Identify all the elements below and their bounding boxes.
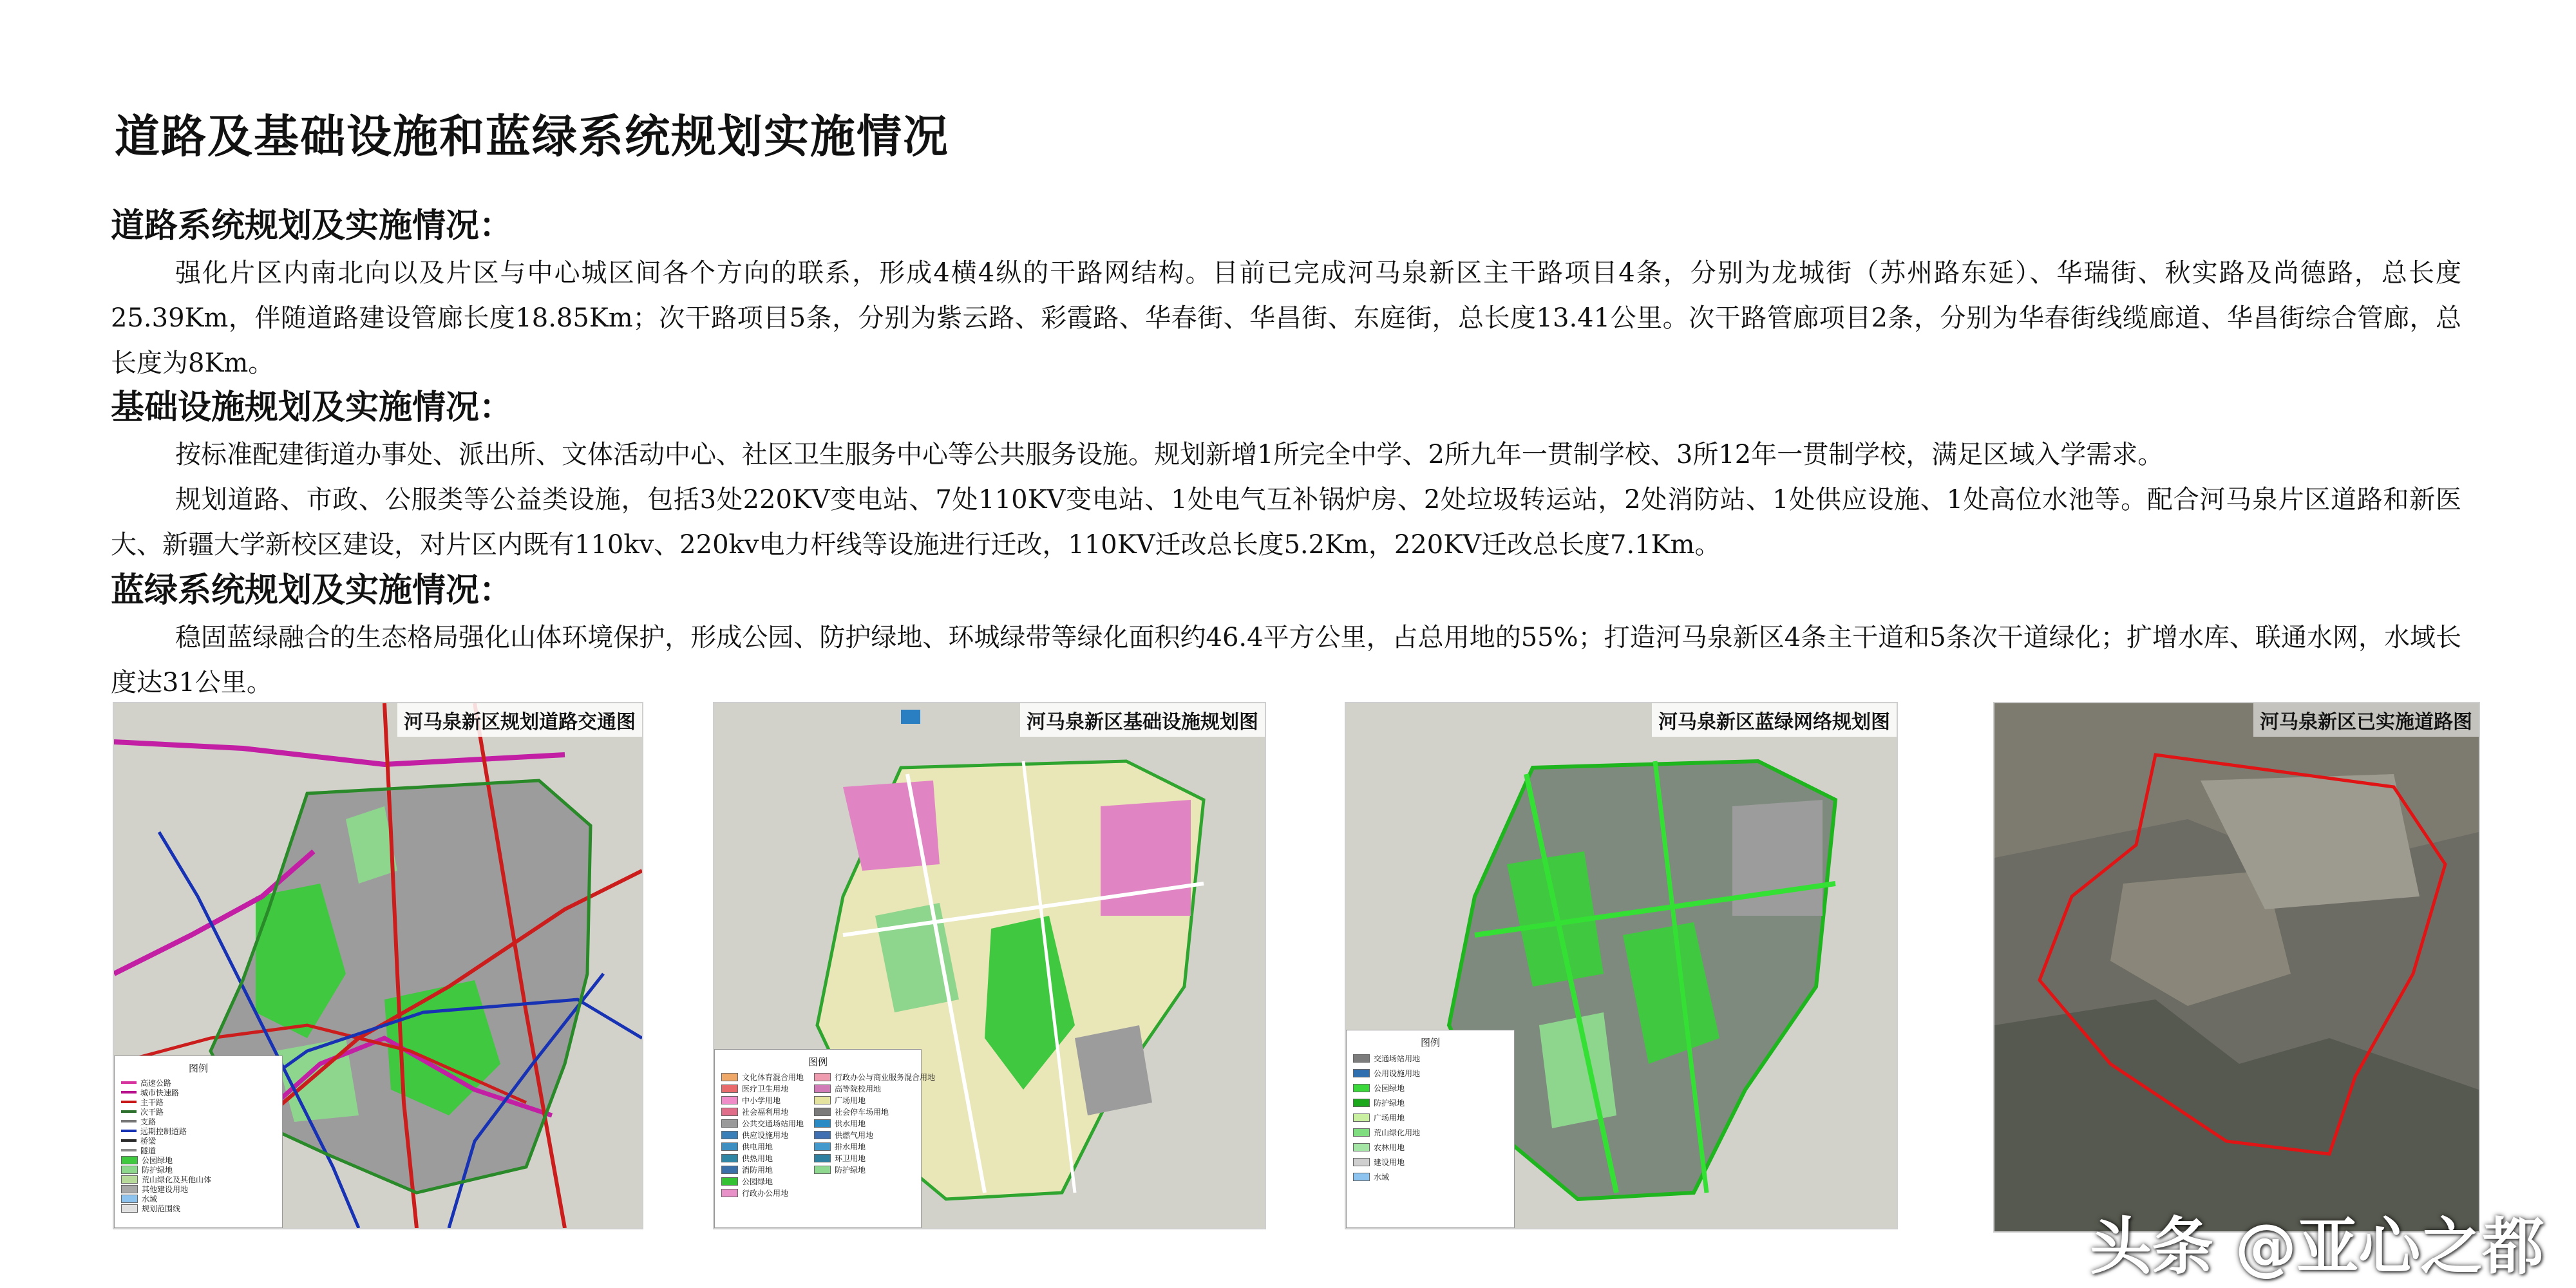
section-paragraph-infrastructure-1: 按标准配建街道办事处、派出所、文体活动中心、社区卫生服务中心等公共服务设施。规划新增1所完全中学、2所九年一贯制学校、3所12年一贯制学校，满足区域入学需求。 bbox=[175, 440, 2164, 469]
legend-swatch bbox=[721, 1177, 738, 1186]
legend-label: 供水用地 bbox=[835, 1119, 866, 1128]
legend-swatch bbox=[121, 1091, 137, 1094]
infrastructure-legend-item bbox=[814, 1107, 935, 1116]
legend-swatch bbox=[121, 1204, 138, 1213]
satellite-implemented-roads-map bbox=[1993, 702, 2480, 1233]
legend-swatch bbox=[814, 1096, 831, 1104]
road-map-legend bbox=[114, 1056, 283, 1228]
legend-swatch bbox=[1353, 1084, 1370, 1092]
road-legend-item bbox=[121, 1175, 276, 1183]
legend-label: 荒山绿化用地 bbox=[1374, 1128, 1421, 1137]
legend-label: 文化体育混合用地 bbox=[742, 1072, 804, 1082]
legend-swatch bbox=[121, 1185, 138, 1193]
infrastructure-legend-grid bbox=[721, 1072, 936, 1198]
road-legend-item bbox=[121, 1166, 276, 1173]
legend-label: 城市快速路 bbox=[140, 1088, 180, 1097]
road-legend-grid bbox=[121, 1079, 276, 1222]
legend-label: 供热用地 bbox=[742, 1153, 773, 1163]
legend-label: 排水用地 bbox=[835, 1142, 866, 1151]
legend-label: 规划范围线 bbox=[142, 1204, 181, 1213]
legend-swatch bbox=[814, 1154, 831, 1162]
section-road-system bbox=[111, 198, 2461, 386]
infrastructure-legend-item bbox=[814, 1084, 935, 1093]
legend-swatch bbox=[1353, 1069, 1370, 1077]
legend-label: 环卫用地 bbox=[835, 1153, 866, 1163]
road-network-map bbox=[113, 702, 643, 1229]
legend-swatch bbox=[121, 1166, 138, 1174]
infrastructure-legend-item bbox=[721, 1119, 804, 1128]
legend-label: 其他建设用地 bbox=[142, 1184, 189, 1194]
infrastructure-legend-item bbox=[721, 1177, 804, 1186]
blue-green-legend-grid bbox=[1353, 1053, 1508, 1182]
legend-swatch bbox=[1353, 1054, 1370, 1063]
legend-swatch bbox=[814, 1084, 831, 1093]
blue-green-network-map bbox=[1345, 702, 1898, 1229]
infrastructure-legend-item bbox=[721, 1142, 804, 1151]
legend-swatch bbox=[721, 1142, 738, 1151]
legend-swatch bbox=[721, 1166, 738, 1174]
legend-label: 消防用地 bbox=[742, 1165, 773, 1175]
legend-label: 公用设施用地 bbox=[1374, 1068, 1421, 1078]
legend-label: 隧道 bbox=[140, 1146, 156, 1155]
legend-label: 社会福利用地 bbox=[742, 1107, 789, 1117]
road-legend-item bbox=[121, 1204, 276, 1212]
legend-label: 高速公路 bbox=[140, 1078, 172, 1088]
legend-swatch bbox=[721, 1073, 738, 1081]
legend-label: 公园绿地 bbox=[1374, 1083, 1405, 1093]
legend-swatch bbox=[814, 1108, 831, 1116]
legend-label: 广场用地 bbox=[1374, 1113, 1405, 1122]
section-heading-infrastructure: 基础设施规划及实施情况： bbox=[111, 388, 513, 427]
infrastructure-legend-item bbox=[721, 1084, 804, 1093]
legend-label: 公园绿地 bbox=[742, 1177, 773, 1186]
blue-green-legend-item bbox=[1353, 1157, 1508, 1167]
legend-swatch bbox=[121, 1156, 138, 1164]
road-legend-item bbox=[121, 1137, 276, 1144]
legend-swatch bbox=[121, 1175, 138, 1184]
road-legend-item bbox=[121, 1108, 276, 1115]
blue-green-map-legend bbox=[1346, 1030, 1515, 1228]
legend-swatch bbox=[814, 1166, 831, 1174]
infrastructure-legend-item bbox=[814, 1119, 935, 1128]
infrastructure-legend-item bbox=[721, 1095, 804, 1104]
legend-label: 行政办公用地 bbox=[742, 1188, 789, 1198]
road-legend-item bbox=[121, 1195, 276, 1202]
road-legend-item bbox=[121, 1146, 276, 1154]
legend-label: 供电用地 bbox=[742, 1142, 773, 1151]
legend-swatch bbox=[121, 1149, 137, 1151]
watermark: 头条 @亚心之都 bbox=[2090, 1211, 2544, 1283]
blue-green-legend-item bbox=[1353, 1068, 1508, 1078]
legend-swatch bbox=[1353, 1173, 1370, 1181]
infrastructure-legend-item bbox=[814, 1165, 935, 1174]
section-paragraph-road: 强化片区内南北向以及片区与中心城区间各个方向的联系，形成4横4纵的干路网结构。目前已完成河马泉新区主干路项目4条，分别为龙城街（苏州路东延）、华瑞街、秋实路及尚德路，总长度25.39Km，伴随道路建设管廊长度18.85Km；次干路项目5条，分别为紫云路、彩霞路、华春街、华昌街、东庭街，总长度13.41公里。次干路管廊项目2条，分别为华春街线缆廊道、华昌街综合管廊，总长度为8Km。 bbox=[111, 258, 2461, 378]
legend-label: 中小学用地 bbox=[742, 1095, 781, 1105]
blue-green-legend-item bbox=[1353, 1171, 1508, 1182]
legend-label: 荒山绿化及其他山体 bbox=[142, 1175, 212, 1184]
infrastructure-legend-item bbox=[721, 1107, 804, 1116]
legend-swatch bbox=[1353, 1143, 1370, 1151]
road-legend-item bbox=[121, 1088, 276, 1096]
section-paragraph-infrastructure-2: 规划道路、市政、公服类等公益类设施，包括3处220KV变电站、7处110KV变电站、1处电气互补锅炉房、2处垃圾转运站，2处消防站、1处供应设施、1处高位水池等。配合河马泉片区道路和新医大、新疆大学新校区建设，对片区内既有110kv、220kv电力杆线等设施进行迁改，110KV迁改总长度5.2Km，220KV迁改总长度7.1Km。 bbox=[111, 485, 2461, 560]
legend-swatch bbox=[721, 1131, 738, 1139]
legend-label: 交通场站用地 bbox=[1374, 1054, 1421, 1063]
legend-swatch bbox=[121, 1139, 137, 1142]
campus-land bbox=[1101, 800, 1191, 916]
legend-label: 社会停车场用地 bbox=[835, 1107, 889, 1117]
legend-label: 高等院校用地 bbox=[835, 1084, 882, 1094]
road-legend-title: 图例 bbox=[188, 1063, 208, 1074]
legend-label: 公园绿地 bbox=[142, 1155, 173, 1165]
infrastructure-legend-item bbox=[814, 1142, 935, 1151]
section-blue-green bbox=[111, 563, 2461, 705]
legend-swatch bbox=[121, 1120, 137, 1122]
blue-green-legend-item bbox=[1353, 1053, 1508, 1063]
blue-green-legend-item bbox=[1353, 1112, 1508, 1122]
legend-swatch bbox=[721, 1096, 738, 1104]
gray-built-area bbox=[1075, 1025, 1152, 1115]
infrastructure-legend-title: 图例 bbox=[808, 1056, 828, 1068]
legend-swatch bbox=[721, 1108, 738, 1116]
legend-swatch bbox=[121, 1130, 137, 1132]
protective-green-area bbox=[1539, 1012, 1616, 1128]
legend-label: 供应设施用地 bbox=[742, 1130, 789, 1140]
infrastructure-legend-item bbox=[721, 1072, 804, 1081]
blue-green-legend-item bbox=[1353, 1127, 1508, 1137]
legend-label: 水域 bbox=[142, 1194, 158, 1204]
infrastructure-map bbox=[713, 702, 1266, 1229]
legend-swatch bbox=[721, 1154, 738, 1162]
legend-swatch bbox=[1353, 1099, 1370, 1107]
legend-swatch bbox=[121, 1110, 137, 1113]
road-legend-item bbox=[121, 1156, 276, 1164]
infrastructure-legend-item bbox=[721, 1130, 804, 1139]
satellite-map-title: 河马泉新区已实施道路图 bbox=[2253, 703, 2479, 737]
page-title: 道路及基础设施和蓝绿系统规划实施情况 bbox=[115, 109, 949, 163]
legend-swatch bbox=[721, 1189, 738, 1197]
legend-swatch bbox=[1353, 1158, 1370, 1166]
legend-label: 支路 bbox=[140, 1117, 156, 1126]
legend-label: 医疗卫生用地 bbox=[742, 1084, 789, 1094]
legend-label: 建设用地 bbox=[1374, 1157, 1405, 1167]
legend-swatch bbox=[814, 1131, 831, 1139]
infrastructure-legend-item bbox=[814, 1130, 935, 1139]
section-heading-road: 道路系统规划及实施情况： bbox=[111, 206, 513, 245]
legend-label: 主干路 bbox=[140, 1097, 164, 1107]
road-legend-item bbox=[121, 1117, 276, 1125]
infrastructure-legend-item bbox=[814, 1153, 935, 1162]
legend-label: 桥梁 bbox=[140, 1136, 156, 1146]
legend-label: 供燃气用地 bbox=[835, 1130, 874, 1140]
infrastructure-legend-item bbox=[814, 1072, 935, 1081]
legend-label: 农林用地 bbox=[1374, 1142, 1405, 1152]
legend-label: 广场用地 bbox=[835, 1095, 866, 1105]
blue-green-map-title: 河马泉新区蓝绿网络规划图 bbox=[1652, 703, 1897, 737]
legend-swatch bbox=[814, 1119, 831, 1128]
infrastructure-map-title: 河马泉新区基础设施规划图 bbox=[1020, 703, 1265, 737]
road-legend-item bbox=[121, 1185, 276, 1193]
legend-swatch bbox=[1353, 1113, 1370, 1122]
legend-swatch bbox=[121, 1101, 137, 1103]
legend-label: 次干路 bbox=[140, 1107, 164, 1117]
blue-green-legend-item bbox=[1353, 1083, 1508, 1093]
water-feature bbox=[901, 710, 920, 724]
infrastructure-map-legend bbox=[714, 1049, 936, 1228]
infrastructure-legend-item bbox=[721, 1165, 804, 1174]
legend-label: 远期控制道路 bbox=[140, 1126, 187, 1136]
blue-green-legend-item bbox=[1353, 1142, 1508, 1152]
infrastructure-legend-item bbox=[721, 1188, 804, 1197]
legend-label: 公共交通场站用地 bbox=[742, 1119, 804, 1128]
legend-swatch bbox=[721, 1119, 738, 1128]
road-map-title: 河马泉新区规划道路交通图 bbox=[397, 703, 642, 737]
legend-label: 水域 bbox=[1374, 1172, 1390, 1182]
legend-label: 防护绿地 bbox=[142, 1165, 173, 1175]
section-paragraph-blue-green: 稳固蓝绿融合的生态格局强化山体环境保护，形成公园、防护绿地、环城绿带等绿化面积约46.4平方公里，占总用地的55%；打造河马泉新区4条主干道和5条次干道绿化；扩增水库、联通水网，水域长度达31公里。 bbox=[111, 623, 2461, 697]
infrastructure-legend-item bbox=[721, 1153, 804, 1162]
legend-swatch bbox=[721, 1084, 738, 1093]
legend-label: 防护绿地 bbox=[835, 1165, 866, 1175]
legend-swatch bbox=[1353, 1128, 1370, 1137]
road-legend-item bbox=[121, 1079, 276, 1086]
legend-swatch bbox=[814, 1073, 831, 1081]
satellite-image bbox=[1994, 703, 2479, 1231]
legend-swatch bbox=[121, 1081, 137, 1084]
section-heading-blue-green: 蓝绿系统规划及实施情况： bbox=[111, 571, 513, 610]
blue-green-legend-title: 图例 bbox=[1420, 1037, 1440, 1048]
section-infrastructure bbox=[111, 380, 2461, 567]
legend-label: 防护绿地 bbox=[1374, 1098, 1405, 1108]
legend-swatch bbox=[814, 1142, 831, 1151]
blue-green-legend-item bbox=[1353, 1097, 1508, 1108]
infrastructure-legend-item bbox=[814, 1095, 935, 1104]
road-legend-item bbox=[121, 1127, 276, 1135]
road-legend-item bbox=[121, 1098, 276, 1106]
legend-swatch bbox=[121, 1195, 138, 1203]
legend-label: 行政办公与商业服务混合用地 bbox=[835, 1072, 936, 1082]
